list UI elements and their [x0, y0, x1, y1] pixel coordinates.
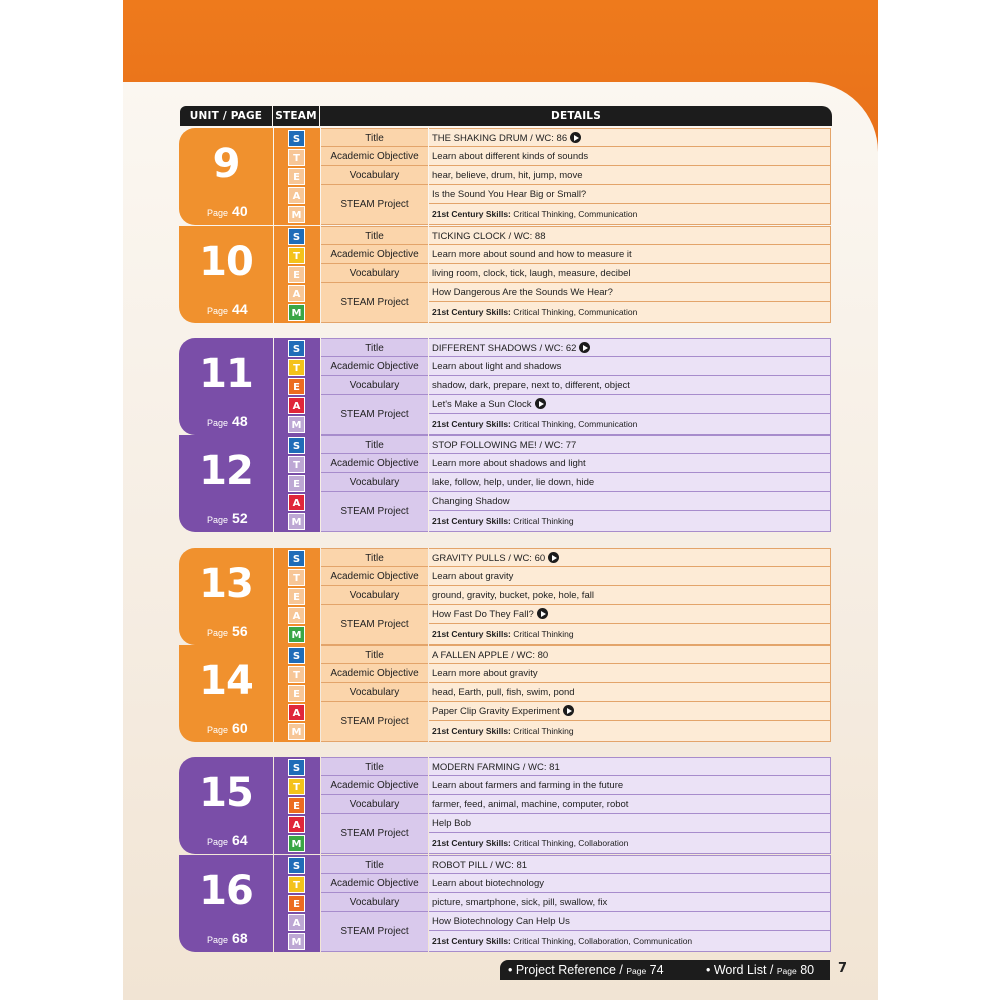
page-label: Page	[207, 208, 229, 218]
skills-label: 21st Century Skills:	[432, 726, 511, 736]
project-value	[429, 702, 831, 721]
skills-value	[429, 624, 831, 645]
title-value	[429, 855, 831, 874]
project-reference-page-label: Page	[626, 966, 647, 976]
vocabulary-text: lake, follow, help, under, lie down, hide	[432, 477, 595, 488]
label-objective: Academic Objective	[321, 245, 428, 264]
unit-page	[207, 203, 248, 219]
steam-letter-t: T	[288, 247, 305, 264]
steam-letter-a: A	[288, 285, 305, 302]
label-vocabulary: Vocabulary	[321, 166, 428, 185]
project-reference-page: 74	[649, 963, 664, 977]
steam-letter-m: M	[288, 626, 305, 643]
steam-letter-m: M	[288, 416, 305, 433]
unit-badge	[179, 128, 273, 225]
skills-value	[429, 931, 831, 952]
skills-value	[429, 302, 831, 323]
project-text: How Biotechnology Can Help Us	[432, 916, 570, 927]
project-value	[429, 605, 831, 624]
unit-page	[207, 720, 248, 736]
label-project: STEAM Project	[321, 912, 428, 952]
skills-label: 21st Century Skills:	[432, 419, 511, 429]
unit-page-number: 52	[232, 510, 248, 526]
unit-row	[179, 128, 831, 225]
project-text: Let's Make a Sun Clock	[432, 399, 532, 410]
skills-text: Critical Thinking	[513, 516, 574, 526]
steam-letter-e: E	[288, 266, 305, 283]
label-project: STEAM Project	[321, 185, 428, 225]
steam-letter-m: M	[288, 206, 305, 223]
vocabulary-value	[429, 264, 831, 283]
label-objective: Academic Objective	[321, 454, 428, 473]
skills-label: 21st Century Skills:	[432, 209, 511, 219]
unit-number: 16	[199, 868, 253, 914]
steam-letter-a: A	[288, 704, 305, 721]
steam-letter-e: E	[288, 168, 305, 185]
steam-letter-s: S	[288, 340, 305, 357]
label-title: Title	[321, 855, 428, 874]
objective-text: Learn about gravity	[432, 571, 514, 582]
header-details: DETAILS	[320, 106, 832, 126]
label-objective: Academic Objective	[321, 664, 428, 683]
unit-page-number: 60	[232, 720, 248, 736]
steam-letter-s: S	[288, 437, 305, 454]
label-project: STEAM Project	[321, 814, 428, 854]
header-unit-page: UNIT / PAGE	[180, 106, 272, 126]
unit-number: 11	[199, 351, 253, 397]
steam-letter-t: T	[288, 666, 305, 683]
project-text: Is the Sound You Hear Big or Small?	[432, 189, 587, 200]
skills-value	[429, 833, 831, 854]
unit-badge	[179, 645, 273, 742]
label-objective: Academic Objective	[321, 147, 428, 166]
steam-letter-a: A	[288, 607, 305, 624]
page-number: 7	[838, 961, 848, 976]
unit-page-number: 40	[232, 203, 248, 219]
steam-column	[274, 548, 320, 645]
unit-number: 12	[199, 448, 253, 494]
project-text: How Dangerous Are the Sounds We Hear?	[432, 287, 613, 298]
unit-row	[179, 226, 831, 323]
objective-text: Learn more about gravity	[432, 668, 538, 679]
vocabulary-text: head, Earth, pull, fish, swim, pond	[432, 687, 575, 698]
word-list-label: • Word List /	[706, 963, 774, 977]
skills-label: 21st Century Skills:	[432, 307, 511, 317]
skills-text: Critical Thinking, Collaboration	[513, 838, 629, 848]
steam-letter-t: T	[288, 876, 305, 893]
page-label: Page	[207, 837, 229, 847]
project-reference-label: • Project Reference /	[508, 963, 623, 977]
project-value	[429, 492, 831, 511]
label-objective: Academic Objective	[321, 874, 428, 893]
label-project: STEAM Project	[321, 702, 428, 742]
steam-letter-a: A	[288, 397, 305, 414]
title-text: THE SHAKING DRUM / WC: 86	[432, 133, 568, 144]
title-value	[429, 645, 831, 664]
label-vocabulary: Vocabulary	[321, 264, 428, 283]
objective-value	[429, 147, 831, 166]
label-project: STEAM Project	[321, 492, 428, 532]
vocabulary-text: shadow, dark, prepare, next to, different, object	[432, 380, 630, 391]
skills-label: 21st Century Skills:	[432, 936, 511, 946]
steam-letter-e: E	[288, 797, 305, 814]
label-title: Title	[321, 548, 428, 567]
steam-letter-m: M	[288, 723, 305, 740]
word-list-page: 80	[800, 963, 815, 977]
title-value	[429, 226, 831, 245]
title-text: STOP FOLLOWING ME! / WC: 77	[432, 440, 577, 451]
vocabulary-value	[429, 376, 831, 395]
objective-text: Learn about different kinds of sounds	[432, 151, 589, 162]
steam-letter-a: A	[288, 187, 305, 204]
vocabulary-text: ground, gravity, bucket, poke, hole, fall	[432, 590, 594, 601]
vocabulary-value	[429, 683, 831, 702]
skills-label: 21st Century Skills:	[432, 629, 511, 639]
vocabulary-value	[429, 795, 831, 814]
unit-page	[207, 623, 248, 639]
label-project: STEAM Project	[321, 395, 428, 435]
vocabulary-text: picture, smartphone, sick, pill, swallow, fix	[432, 897, 608, 908]
unit-page	[207, 832, 248, 848]
unit-badge	[179, 548, 273, 645]
label-objective: Academic Objective	[321, 567, 428, 586]
steam-letter-t: T	[288, 149, 305, 166]
vocabulary-text: living room, clock, tick, laugh, measure, decibel	[432, 268, 631, 279]
unit-row	[179, 855, 831, 952]
project-value	[429, 185, 831, 204]
steam-letter-e: E	[288, 685, 305, 702]
skills-value	[429, 204, 831, 225]
label-title: Title	[321, 645, 428, 664]
label-title: Title	[321, 757, 428, 776]
steam-letter-t: T	[288, 778, 305, 795]
unit-row	[179, 757, 831, 854]
footer-project-reference[interactable]	[508, 960, 664, 981]
footer-word-list[interactable]	[706, 960, 814, 981]
vocabulary-text: farmer, feed, animal, machine, computer, robot	[432, 799, 629, 810]
vocabulary-value	[429, 893, 831, 912]
skills-text: Critical Thinking, Communication	[513, 209, 638, 219]
unit-page-number: 68	[232, 930, 248, 946]
steam-letter-s: S	[288, 857, 305, 874]
steam-letter-m: M	[288, 933, 305, 950]
page-label: Page	[207, 306, 229, 316]
unit-page	[207, 301, 248, 317]
steam-letter-a: A	[288, 494, 305, 511]
page-label: Page	[207, 418, 229, 428]
steam-letter-t: T	[288, 569, 305, 586]
title-value	[429, 128, 831, 147]
steam-letter-m: M	[288, 835, 305, 852]
unit-badge	[179, 226, 273, 323]
unit-number: 15	[199, 770, 253, 816]
skills-text: Critical Thinking, Communication	[513, 419, 638, 429]
project-value	[429, 283, 831, 302]
steam-letter-s: S	[288, 759, 305, 776]
steam-letter-m: M	[288, 304, 305, 321]
unit-page-number: 48	[232, 413, 248, 429]
unit-row	[179, 435, 831, 532]
skills-value	[429, 414, 831, 435]
unit-page	[207, 413, 248, 429]
steam-letter-s: S	[288, 550, 305, 567]
unit-badge	[179, 435, 273, 532]
steam-column	[274, 435, 320, 532]
objective-value	[429, 245, 831, 264]
objective-text: Learn about biotechnology	[432, 878, 544, 889]
page-label: Page	[207, 935, 229, 945]
play-icon[interactable]	[570, 132, 581, 143]
project-value	[429, 395, 831, 414]
title-text: MODERN FARMING / WC: 81	[432, 762, 560, 773]
steam-column	[274, 855, 320, 952]
label-project: STEAM Project	[321, 283, 428, 323]
objective-value	[429, 664, 831, 683]
steam-letter-s: S	[288, 228, 305, 245]
footer-bar	[500, 960, 830, 980]
unit-row	[179, 645, 831, 742]
label-objective: Academic Objective	[321, 776, 428, 795]
steam-letter-s: S	[288, 647, 305, 664]
steam-letter-a: A	[288, 816, 305, 833]
vocabulary-text: hear, believe, drum, hit, jump, move	[432, 170, 583, 181]
steam-column	[274, 757, 320, 854]
label-title: Title	[321, 435, 428, 454]
label-vocabulary: Vocabulary	[321, 893, 428, 912]
objective-text: Learn about farmers and farming in the future	[432, 780, 624, 791]
unit-page	[207, 510, 248, 526]
steam-letter-e: E	[288, 588, 305, 605]
objective-value	[429, 357, 831, 376]
label-vocabulary: Vocabulary	[321, 683, 428, 702]
unit-page	[207, 930, 248, 946]
unit-row	[179, 338, 831, 435]
steam-column	[274, 338, 320, 435]
steam-letter-a: A	[288, 914, 305, 931]
play-icon[interactable]	[563, 705, 574, 716]
title-text: DIFFERENT SHADOWS / WC: 62	[432, 343, 577, 354]
objective-value	[429, 567, 831, 586]
skills-text: Critical Thinking, Communication	[513, 307, 638, 317]
unit-number: 14	[199, 658, 253, 704]
unit-badge	[179, 338, 273, 435]
label-title: Title	[321, 128, 428, 147]
label-vocabulary: Vocabulary	[321, 586, 428, 605]
play-icon[interactable]	[548, 552, 559, 563]
header-steam: STEAM	[273, 106, 319, 126]
unit-page-number: 44	[232, 301, 248, 317]
title-text: GRAVITY PULLS / WC: 60	[432, 553, 546, 564]
steam-column	[274, 226, 320, 323]
unit-number: 13	[199, 561, 253, 607]
project-value	[429, 814, 831, 833]
objective-value	[429, 776, 831, 795]
label-vocabulary: Vocabulary	[321, 473, 428, 492]
vocabulary-value	[429, 166, 831, 185]
title-value	[429, 548, 831, 567]
word-list-page-label: Page	[776, 966, 797, 976]
skills-text: Critical Thinking, Collaboration, Communication	[513, 936, 693, 946]
title-value	[429, 338, 831, 357]
label-vocabulary: Vocabulary	[321, 795, 428, 814]
objective-value	[429, 454, 831, 473]
skills-label: 21st Century Skills:	[432, 516, 511, 526]
title-text: ROBOT PILL / WC: 81	[432, 860, 528, 871]
steam-letter-m: M	[288, 513, 305, 530]
page-label: Page	[207, 725, 229, 735]
unit-badge	[179, 855, 273, 952]
page-label: Page	[207, 628, 229, 638]
vocabulary-value	[429, 586, 831, 605]
steam-letter-e: E	[288, 895, 305, 912]
table-header	[180, 106, 832, 126]
vocabulary-value	[429, 473, 831, 492]
steam-letter-e: E	[288, 475, 305, 492]
title-value	[429, 757, 831, 776]
label-vocabulary: Vocabulary	[321, 376, 428, 395]
label-project: STEAM Project	[321, 605, 428, 645]
objective-value	[429, 874, 831, 893]
skills-value	[429, 721, 831, 742]
title-text: A FALLEN APPLE / WC: 80	[432, 650, 549, 661]
objective-text: Learn more about shadows and light	[432, 458, 586, 469]
skills-text: Critical Thinking	[513, 726, 574, 736]
project-text: How Fast Do They Fall?	[432, 609, 534, 620]
steam-letter-t: T	[288, 456, 305, 473]
project-text: Changing Shadow	[432, 496, 510, 507]
steam-column	[274, 645, 320, 742]
play-icon[interactable]	[535, 398, 546, 409]
unit-page-number: 56	[232, 623, 248, 639]
unit-page-number: 64	[232, 832, 248, 848]
label-title: Title	[321, 338, 428, 357]
objective-text: Learn about light and shadows	[432, 361, 562, 372]
skills-text: Critical Thinking	[513, 629, 574, 639]
steam-letter-t: T	[288, 359, 305, 376]
steam-letter-e: E	[288, 378, 305, 395]
unit-number: 9	[212, 141, 240, 187]
project-text: Help Bob	[432, 818, 472, 829]
project-text: Paper Clip Gravity Experiment	[432, 706, 560, 717]
label-objective: Academic Objective	[321, 357, 428, 376]
title-value	[429, 435, 831, 454]
steam-column	[274, 128, 320, 225]
skills-label: 21st Century Skills:	[432, 838, 511, 848]
play-icon[interactable]	[579, 342, 590, 353]
skills-value	[429, 511, 831, 532]
steam-letter-s: S	[288, 130, 305, 147]
project-value	[429, 912, 831, 931]
label-title: Title	[321, 226, 428, 245]
page-label: Page	[207, 515, 229, 525]
title-text: TICKING CLOCK / WC: 88	[432, 231, 546, 242]
unit-number: 10	[199, 239, 253, 285]
unit-row	[179, 548, 831, 645]
play-icon[interactable]	[537, 608, 548, 619]
unit-badge	[179, 757, 273, 854]
objective-text: Learn more about sound and how to measure it	[432, 249, 632, 260]
